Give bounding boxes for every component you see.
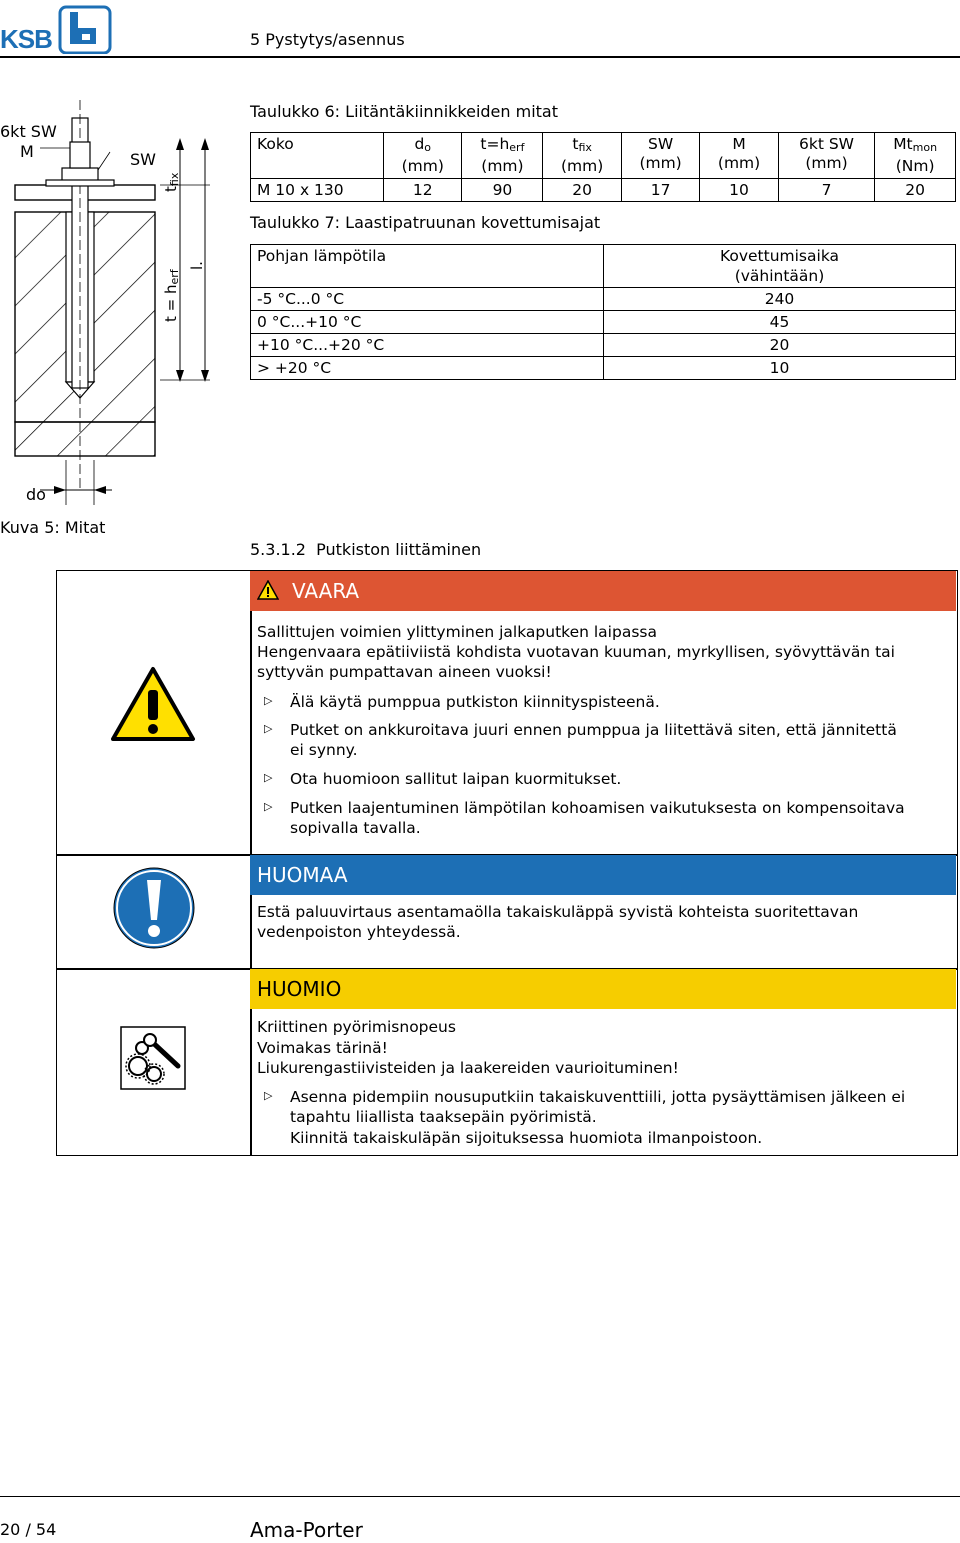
table7 — [250, 244, 956, 380]
table7-row — [251, 357, 956, 380]
table7-col2-line2: (vähintään) — [734, 267, 825, 285]
bullet-marker-icon: ▷ — [264, 771, 273, 784]
table6-cell: 12 — [384, 179, 462, 202]
header-unit: (mm) — [401, 157, 444, 175]
table6-header-cell — [251, 133, 384, 179]
header-sub: mon — [912, 141, 938, 154]
table6-cell: 90 — [462, 179, 543, 202]
page-number: 20 / 54 — [0, 1520, 57, 1539]
table7-row — [251, 334, 956, 357]
table6-header-cell — [384, 133, 462, 179]
table6 — [250, 132, 956, 202]
header-unit: (mm) — [560, 157, 604, 175]
table6-cell: 7 — [778, 179, 875, 202]
table7-cell: 10 — [604, 357, 956, 380]
header-main: 6kt SW — [799, 135, 855, 153]
caution-banner — [250, 969, 956, 1009]
table6-title: Taulukko 6: Liitäntäkiinnikkeiden mitat — [250, 102, 558, 121]
table7-row — [251, 311, 956, 334]
table6-cell: 20 — [875, 179, 956, 202]
machine-damage-icon — [120, 1026, 186, 1090]
label-hex: 6kt SW — [0, 122, 57, 141]
table6-header-row — [251, 133, 956, 179]
table7-header-row — [251, 245, 956, 288]
header-sub: o — [424, 141, 432, 154]
bullet-marker-icon: ▷ — [264, 1089, 273, 1102]
header-main: t=h — [480, 135, 510, 153]
caution-line1: Voimakas tärinä! — [257, 1039, 388, 1057]
table7-header-cell — [251, 245, 604, 288]
bullet-marker-icon: ▷ — [264, 722, 273, 735]
anchor-drawing — [0, 80, 240, 520]
danger-bullet: Ota huomioon sallitut laipan kuormitukset. — [290, 770, 622, 788]
danger-bullet-cont: ei synny. — [290, 741, 358, 759]
table7-cell: 0 °C...+10 °C — [251, 311, 604, 334]
danger-bullet: Älä käytä pumppua putkiston kiinnityspisteenä. — [290, 693, 660, 711]
table6-cell: M 10 x 130 — [251, 179, 384, 202]
table7-cell: -5 °C...0 °C — [251, 288, 604, 311]
bullet-marker-icon: ▷ — [264, 694, 273, 707]
table6-header-cell — [875, 133, 956, 179]
danger-bullet: Putket on ankkuroitava juuri ennen pumppua ja liitettävä siten, että jännitettä — [290, 721, 897, 739]
header-sub: fix — [578, 141, 592, 154]
footer-divider — [0, 1496, 960, 1497]
caution-bullet-line1: Asenna pidempiin nousuputkiin takaiskuventtiili, jotta pysäyttämisen jälkeen ei — [290, 1088, 906, 1106]
header-unit: (mm) — [481, 157, 524, 175]
mandatory-notice-icon — [112, 866, 196, 950]
header-unit: (mm) — [805, 154, 848, 172]
header-sub: erf — [509, 141, 525, 154]
header-main: Koko — [257, 135, 294, 153]
table7-cell: 20 — [604, 334, 956, 357]
danger-banner — [250, 571, 956, 611]
section-heading: 5.3.1.2 Putkiston liittäminen — [250, 540, 482, 559]
notice-text-line2: vedenpoiston yhteydessä. — [257, 923, 461, 941]
danger-title: Sallittujen voimien ylittyminen jalkaputken laipassa — [257, 623, 657, 641]
header-main: SW — [648, 135, 674, 153]
caution-line2: Liukurengastiivisteiden ja laakereiden vaurioituminen! — [257, 1059, 679, 1077]
header-divider — [0, 56, 960, 58]
header-main: d — [414, 135, 425, 153]
table7-col1-label: Pohjan lämpötila — [257, 247, 387, 265]
table7-cell: > +20 °C — [251, 357, 604, 380]
caution-title: Kriittinen pyörimisnopeus — [257, 1018, 456, 1036]
table6-header-cell — [700, 133, 778, 179]
table6-cell: 20 — [543, 179, 621, 202]
caution-bullet-line2: tapahtu liiallista taaksepäin pyörimistä. — [290, 1108, 597, 1126]
ksb-logo — [0, 4, 112, 54]
header-main: Mt — [893, 135, 913, 153]
product-name: Ama-Porter — [250, 1518, 363, 1542]
table6-header-cell — [621, 133, 699, 179]
label-do: do — [26, 485, 46, 504]
label-tfix-sub: fix — [168, 172, 181, 187]
ksb-logo-text: KSB — [0, 24, 52, 54]
danger-text-line1: Hengenvaara epätiiviistä kohdista vuotavan kuuman, myrkyllisen, syövyttävän tai — [257, 643, 895, 661]
table7-col2-line1: Kovettumisaika — [719, 247, 840, 265]
label-t-main: t = h — [162, 284, 180, 322]
label-tfix — [162, 173, 181, 192]
caution-label: HUOMIO — [257, 977, 342, 1001]
label-m: M — [20, 142, 34, 161]
table7-cell: 240 — [604, 288, 956, 311]
table6-row — [251, 179, 956, 202]
bullet-marker-icon: ▷ — [264, 800, 273, 813]
table6-header-cell — [543, 133, 621, 179]
label-tfix-main: t — [162, 186, 180, 192]
label-sw: SW — [130, 150, 156, 169]
figure-caption: Kuva 5: Mitat — [0, 518, 106, 537]
caution-bullet-line3: Kiinnitä takaiskuläpän sijoituksessa huomiota ilmanpoistoon. — [290, 1129, 763, 1147]
table7-header-cell — [604, 245, 956, 288]
notice-text-line1: Estä paluuvirtaus asentamaölla takaiskuläppä syvistä kohteista suoritettavan — [257, 903, 859, 921]
header-unit: (Nm) — [895, 157, 935, 175]
warning-triangle-icon — [110, 666, 196, 742]
header-main: t — [572, 135, 579, 153]
label-t-sub: erf — [168, 269, 181, 285]
table7-title: Taulukko 7: Laastipatruunan kovettumisajat — [250, 213, 601, 232]
header-main: M — [732, 135, 746, 153]
label-t-herf — [162, 269, 181, 322]
anchor-figure — [0, 80, 240, 540]
label-l: l. — [188, 261, 206, 270]
danger-bullet-cont: sopivalla tavalla. — [290, 819, 421, 837]
table6-cell: 10 — [700, 179, 778, 202]
table7-row — [251, 288, 956, 311]
table6-header-cell — [462, 133, 543, 179]
table6-cell: 17 — [621, 179, 699, 202]
danger-text-line2: syttyvän pumpattavan aineen vuoksi! — [257, 663, 552, 681]
warning-small-icon — [257, 580, 279, 600]
danger-label: VAARA — [292, 579, 360, 603]
header-unit: (mm) — [639, 154, 682, 172]
notice-label: HUOMAA — [257, 863, 348, 887]
table7-cell: 45 — [604, 311, 956, 334]
table7-cell: +10 °C...+20 °C — [251, 334, 604, 357]
chapter-title: 5 Pystytys/asennus — [250, 30, 405, 49]
danger-bullet: Putken laajentuminen lämpötilan kohoamisen vaikutuksesta on kompensoitava — [290, 799, 905, 817]
table6-header-cell — [778, 133, 875, 179]
header-unit: (mm) — [717, 154, 761, 172]
notice-banner — [250, 855, 956, 895]
